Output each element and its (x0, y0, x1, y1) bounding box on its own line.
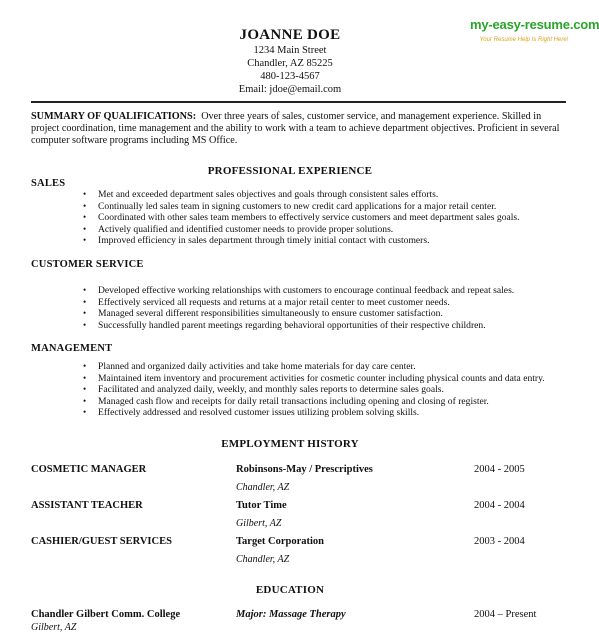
list-item: • Continually led sales team in signing customers to new credit card applications for a major retail center. (98, 201, 568, 213)
sales-heading: SALES (31, 178, 66, 189)
job-title: CASHIER/GUEST SERVICES (31, 536, 172, 547)
job-company: Target Corporation (236, 536, 324, 547)
job-dates: 2003 - 2004 (474, 536, 525, 547)
job-entry (31, 536, 571, 572)
list-item: • Coordinated with other sales team members to effectively service customers and meet department sales goals. (98, 212, 568, 224)
school-location: Gilbert, AZ (31, 622, 77, 633)
list-item: • Improved efficiency in sales department through timely initial contact with customers. (98, 235, 568, 247)
customer-service-list (82, 285, 568, 331)
address-city: Chandler, AZ 85225 (247, 58, 333, 69)
job-company: Robinsons-May / Prescriptives (236, 464, 373, 475)
list-item: • Effectively addressed and resolved customer issues utilizing problem solving skills. (98, 407, 568, 419)
list-item: • Developed effective working relationships with customers to encourage continual feedback and repeat sales. (98, 285, 568, 297)
job-entry (31, 464, 571, 500)
list-item: • Effectively serviced all requests and returns at a major retail center to meet customer needs. (98, 297, 568, 309)
list-item: • Managed cash flow and receipts for daily retail transactions including opening and closing of register. (98, 396, 568, 408)
candidate-name: JOANNE DOE (239, 27, 341, 43)
job-entry (31, 500, 571, 536)
education-major: Major: Massage Therapy (236, 609, 346, 620)
sales-list (82, 189, 568, 247)
job-title: COSMETIC MANAGER (31, 464, 147, 475)
experience-title: PROFESSIONAL EXPERIENCE (207, 165, 373, 177)
job-dates: 2004 - 2004 (474, 500, 525, 511)
summary-text: Over three years of sales, customer service, and management experience. Skilled in project coordination, time management and the ability to work with a team to achieve department objectives. Proficient in several computer software programs including MS Office. (31, 111, 560, 146)
list-item: • Maintained item inventory and procurement activities for cosmetic counter including physical counts and data entry. (98, 373, 568, 385)
school-name: Chandler Gilbert Comm. College (31, 609, 181, 620)
employment-title: EMPLOYMENT HISTORY (221, 438, 359, 450)
resume-header (0, 27, 580, 96)
email-address: Email: jdoe@email.com (238, 84, 342, 95)
logo-name: my-easy-resume.com (470, 17, 599, 32)
list-item: • Facilitated and analyzed daily, weekly, and monthly sales reports to determine sales goals. (98, 384, 568, 396)
education-title: EDUCATION (255, 584, 325, 596)
address-street: 1234 Main Street (253, 45, 327, 56)
job-title: ASSISTANT TEACHER (31, 500, 143, 511)
list-item: • Actively qualified and identified customer needs to provide proper solutions. (98, 224, 568, 236)
list-item: • Managed several different responsibilities simultaneously to ensure customer satisfaction. (98, 308, 568, 320)
education-dates: 2004 – Present (474, 609, 537, 620)
header-divider (31, 101, 566, 103)
job-location: Chandler, AZ (236, 482, 290, 493)
list-item: • Planned and organized daily activities and take home materials for day care center. (98, 361, 568, 373)
logo-tagline: Your Resume Help Is Right Here! (479, 37, 569, 43)
summary-paragraph (31, 111, 571, 147)
management-heading: MANAGEMENT (31, 343, 113, 354)
phone-number: 480-123-4567 (260, 71, 320, 82)
job-location: Chandler, AZ (236, 554, 290, 565)
summary-label: SUMMARY OF QUALIFICATIONS: (31, 111, 197, 122)
customer-service-heading: CUSTOMER SERVICE (31, 259, 144, 270)
management-list (82, 361, 568, 419)
education-entry (31, 609, 571, 633)
job-location: Gilbert, AZ (236, 518, 282, 529)
list-item: • Successfully handled parent meetings regarding behavioral opportunities of their respective children. (98, 320, 568, 332)
job-dates: 2004 - 2005 (474, 464, 525, 475)
list-item: • Met and exceeded department sales objectives and goals through consistent sales efforts. (98, 189, 568, 201)
job-company: Tutor Time (236, 500, 287, 511)
